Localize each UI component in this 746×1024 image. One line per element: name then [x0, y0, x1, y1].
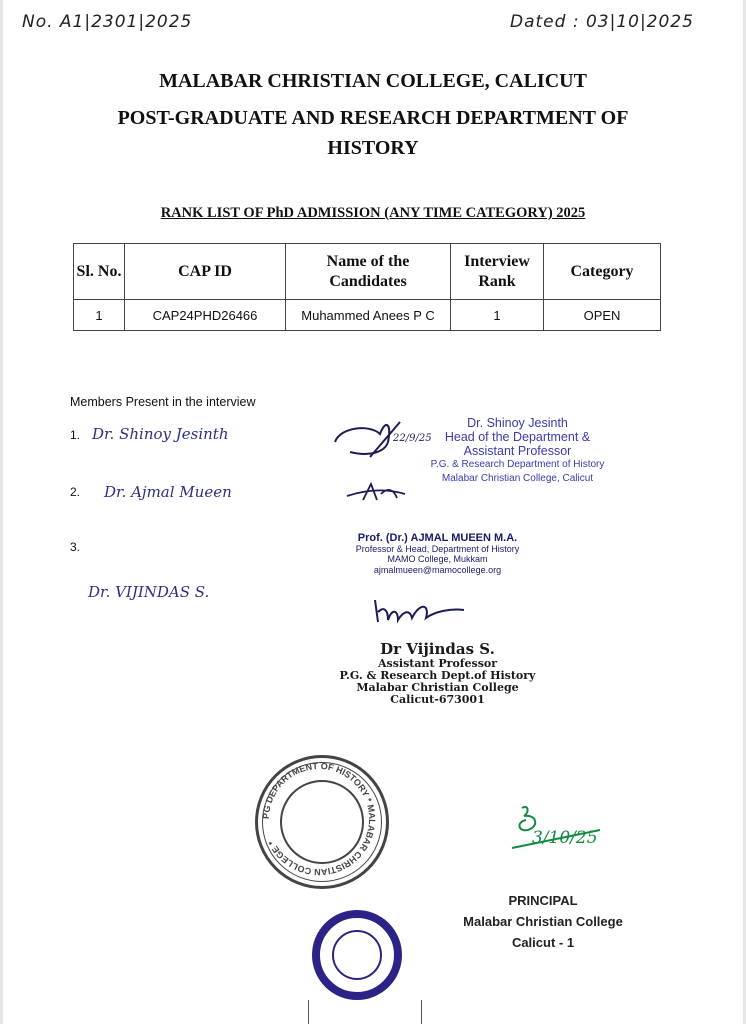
reference-number: No. A1|2301|2025 [22, 12, 193, 32]
member-2-number: 2. [70, 485, 81, 499]
header-interview-rank: Interview Rank [451, 244, 544, 300]
stamp-ajmal-line2: MAMO College, Mukkam [387, 554, 488, 564]
principal-college: Malabar Christian College [463, 914, 623, 929]
rank-list-table [73, 243, 661, 331]
stamp-ajmal-line1: Professor & Head, Department of History [355, 543, 520, 554]
seal-history-text: PG DEPARTMENT OF HISTORY * MALABAR CHRISTIAN COLLEGE * [260, 760, 378, 878]
member-1-name: Dr. Shinoy Jesinth [92, 425, 229, 443]
seal-box-outline [308, 1000, 422, 1024]
stamp-shinoy-line4: Malabar Christian College, Calicut [441, 473, 594, 484]
cell-sl-no: 1 [74, 300, 125, 331]
header-candidate-name: Name of the Candidates [286, 244, 451, 300]
stamp-vijindas-line4: Calicut-673001 [390, 693, 485, 706]
stamp-ajmal-name: Prof. (Dr.) AJMAL MUEEN M.A. [357, 532, 518, 544]
member-3-name: Dr. VIJINDAS S. [88, 583, 210, 601]
stamp-shinoy-line2: Assistant Professor [463, 444, 572, 458]
stamp-shinoy-line1: Head of the Department & [444, 430, 591, 444]
stamp-shinoy-jesinth [420, 416, 615, 486]
member-3-number: 3. [70, 540, 81, 554]
stamp-vijindas-line2: P.G. & Research Dept.of History [339, 669, 536, 682]
cell-interview-rank: 1 [451, 300, 544, 331]
seal-pg-department-of-history [255, 755, 389, 889]
department-name-line1: POST-GRADUATE AND RESEARCH DEPARTMENT OF [117, 107, 629, 129]
seal-malabar-christian-college [312, 910, 402, 1000]
header-cap-id: CAP ID [125, 244, 286, 300]
member-2-name: Dr. Ajmal Mueen [104, 483, 232, 501]
member-1-number: 1. [70, 428, 81, 442]
stamp-shinoy-line3: P.G. & Research Department of History [430, 459, 605, 470]
svg-text:PG DEPARTMENT OF HISTORY * MAL [261, 761, 377, 877]
cell-candidate-name: Muhammed Anees P C [286, 300, 451, 331]
document-title: RANK LIST OF PhD ADMISSION (ANY TIME CATEGORY) 2025 [160, 205, 586, 221]
cell-cap-id: CAP24PHD26466 [125, 300, 286, 331]
stamp-vijindas-name: Dr Vijindas S. [380, 640, 495, 658]
signature-ajmal [345, 480, 415, 506]
department-name-line2: HISTORY [327, 137, 419, 159]
signature-1-date: 22/9/25 [393, 433, 432, 444]
signature-vijindas [370, 592, 470, 632]
cell-category: OPEN [544, 300, 661, 331]
members-present-label: Members Present in the interview [70, 395, 256, 409]
stamp-vijindas-line1: Assistant Professor [377, 657, 498, 670]
stamp-shinoy-name: Dr. Shinoy Jesinth [467, 416, 568, 430]
stamp-vijindas-line3: Malabar Christian College [356, 681, 519, 694]
principal-place: Calicut - 1 [511, 935, 575, 950]
document-date: Dated : 03|10|2025 [510, 12, 694, 32]
header-sl-no: Sl. No. [74, 244, 125, 300]
header-category: Category [544, 244, 661, 300]
stamp-ajmal-mueen [330, 533, 545, 575]
stamp-vijindas [320, 640, 555, 706]
college-name: MALABAR CHRISTIAN COLLEGE, CALICUT [159, 70, 587, 92]
table-row [74, 300, 661, 331]
table-header-row [74, 244, 661, 300]
signature-principal-date: 3/10/25 [532, 828, 598, 848]
principal-block [448, 890, 638, 953]
principal-title: PRINCIPAL [508, 893, 578, 908]
stamp-ajmal-email: ajmalmueen@mamocollege.org [373, 564, 502, 575]
